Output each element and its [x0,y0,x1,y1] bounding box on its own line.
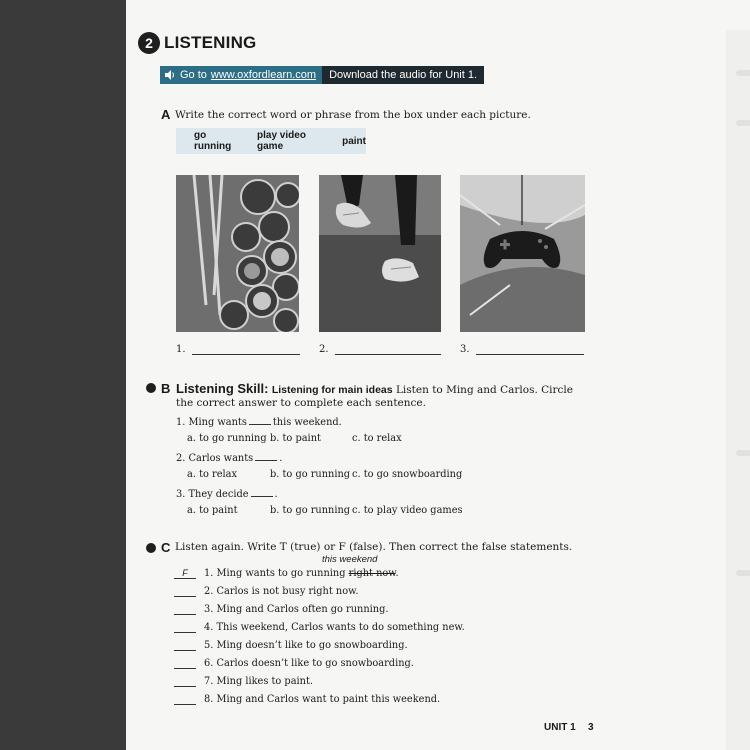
tf-answer[interactable] [174,596,196,597]
part-b-instruction-1: Listen to Ming and Carlos. Circle [395,384,574,396]
word-box-item: paint [342,135,366,147]
photo-paint [176,175,299,332]
part-b-heading [176,381,573,396]
tf-statement-2: 2. Carlos is not busy right now. [174,586,358,597]
audio-download-label: Download the audio for Unit 1. [322,66,484,84]
option[interactable]: a. to paint [187,505,238,516]
audio-speaker-icon[interactable] [146,543,156,553]
audio-link[interactable] [160,66,322,84]
part-c-label: C [161,540,171,555]
option[interactable]: b. to paint [270,433,321,444]
blank-number: 1. [176,344,186,355]
photo-video-game [460,175,585,332]
unit-label: UNIT 1 [544,722,576,733]
section-number: 2 [138,32,160,54]
option[interactable]: a. to relax [187,469,237,480]
tf-statement-8: 8. Ming and Carlos want to paint this weekend. [174,694,440,705]
part-a-label: A [161,107,171,122]
blank-number: 3. [460,344,470,355]
tf-statement-1: F 1. Ming wants to go running right now. [174,568,399,579]
option[interactable]: c. to relax [352,433,402,444]
audio-link-url[interactable]: www.oxfordlearn.com [210,69,317,81]
tf-statement-5: 5. Ming doesn’t like to go snowboarding. [174,640,408,651]
part-a-instruction: Write the correct word or phrase from the box under each picture. [175,109,531,121]
word-box [176,128,366,154]
tf-statement-3: 3. Ming and Carlos often go running. [174,604,388,615]
skill-name: Listening for main ideas [271,384,393,396]
tf-answer[interactable] [174,686,196,687]
bleed-through-page [726,30,750,750]
tf-answer[interactable] [174,650,196,651]
tf-statement-6: 6. Carlos doesn’t like to go snowboarding. [174,658,414,669]
word-box-item: play video game [257,130,306,152]
struck-text: right now [348,568,396,579]
option[interactable]: b. to go running [270,505,351,516]
part-c-instruction: Listen again. Write T (true) or F (false). Then correct the false statements. [175,541,573,553]
tf-answer[interactable] [174,614,196,615]
option[interactable]: b. to go running [270,469,351,480]
speaker-icon [164,69,176,81]
answer-blank-1[interactable] [176,344,300,355]
section-title: LISTENING [164,33,257,52]
option[interactable]: a. to go running [187,433,267,444]
word-box-item: go running [194,130,232,152]
skill-label: Listening Skill: [176,381,269,396]
blank-number: 2. [319,344,329,355]
question-3: 3. They decide . [176,489,278,500]
tf-answer[interactable] [174,632,196,633]
tf-answer[interactable] [174,668,196,669]
tf-statement-7: 7. Ming likes to paint. [174,676,313,687]
tf-answer[interactable]: F [174,568,196,579]
question-1: 1. Ming wants this weekend. [176,417,342,428]
option[interactable]: c. to go snowboarding [352,469,463,480]
part-b-instruction-2: the correct answer to complete each sentence. [176,397,426,409]
photo-running [319,175,441,332]
audio-speaker-icon[interactable] [146,383,156,393]
audio-link-prefix: Go to [180,69,207,81]
handwritten-correction: this weekend [322,554,378,565]
answer-blank-2[interactable] [319,344,441,355]
question-2: 2. Carlos wants . [176,453,283,464]
tf-statement-4: 4. This weekend, Carlos wants to do something new. [174,622,465,633]
audio-banner [160,66,484,84]
tf-answer[interactable] [174,704,196,705]
answer-blank-3[interactable] [460,344,584,355]
option[interactable]: c. to play video games [352,505,463,516]
page-number: 3 [588,722,594,733]
part-b-label: B [161,381,171,396]
